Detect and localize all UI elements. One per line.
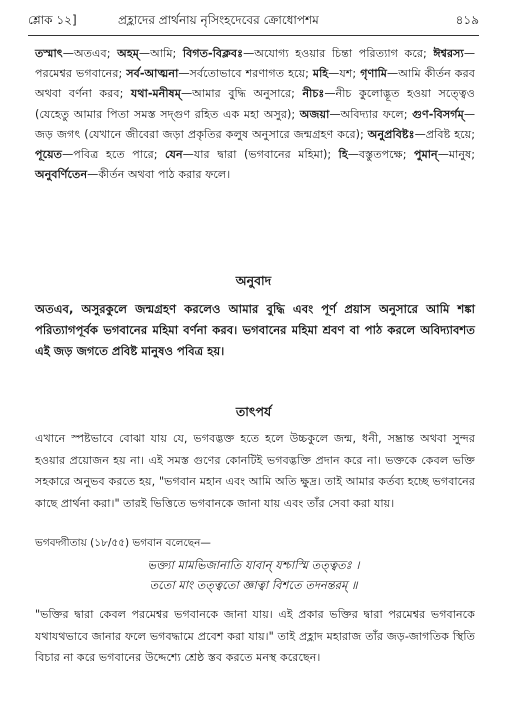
synonym-term: অহম্ [117, 47, 139, 60]
page-header [28, 10, 479, 30]
translation-text: অতএব, অসুরকুলে জন্মগ্রহণ করলেও আমার বুদ্ধি এবং পূর্ণ প্রয়াস অনুসারে আমি শঙ্কা পরিত্যাগপূর্বক ভগবানের মহিমা বর্ণনা করব। ভগবানের মহিমা শ্রবণ বা পাঠ করলে অবিদ্যাবশত এই জড় জগতে প্রবিষ্ট মানুষও পবিত্র হয়। [35, 302, 475, 358]
synonym-meaning: —অযোগ্য হওয়ার চিন্তা পরিত্যাগ করে; [243, 47, 434, 60]
header-rule [28, 35, 479, 36]
sanskrit-verse-line-1: ভক্ত্যা মামভিজানাতি যাবান্ যশ্চাস্মি তত্ত্বতঃ । [147, 558, 360, 572]
synonym-meaning: —পরমেশ্বর ভগবানের; [35, 47, 475, 81]
synonym-term: তস্মাৎ [35, 47, 63, 60]
synonym-term: অজয়া [299, 107, 330, 121]
verse-label: শ্লোক ১২] [28, 13, 77, 27]
synonym-term: মহি [312, 67, 329, 81]
synonym-meaning: —কীর্তন অথবা পাঠ করার ফলে। [87, 168, 231, 182]
synonym-meaning: —পবিত্র হতে পারে; [62, 148, 165, 162]
page-number: ৪১৯ [455, 13, 479, 27]
translation-heading: অনুবাদ [235, 273, 272, 288]
purport-paragraph-2: "ভক্তির দ্বারা কেবল পরমেশ্বর ভগবানকে জানা যায়। এই প্রকার ভক্তির দ্বারা পরমেশ্বর ভগবানকে যথাযথভাবে জানার ফলে ভগবদ্ধামে প্রবেশ করা যায়।" তাই প্রহ্লাদ মহারাজ তাঁর জড়-জাগতিক স্থিতি বিচার না করে ভগবানের উদ্দেশ্যে শ্রেষ্ঠ স্তব করতে মনস্থ করেছেন। [35, 608, 475, 664]
synonym-term: বিগত-বিক্লবঃ [182, 47, 244, 60]
synonym-meaning: —বস্তুতপক্ষে; [347, 148, 414, 162]
sanskrit-verse-line-2: ততো মাং তত্ত্বতো জ্ঞাত্বা বিশতে তদনন্তরম্ ॥ [149, 578, 358, 592]
synonym-meaning: —অবিদ্যার ফলে; [329, 107, 413, 121]
synonym-term: যথা-মনীষম্ [130, 87, 181, 101]
synonyms-paragraph [35, 44, 475, 185]
synonym-term: নীচঃ [302, 87, 325, 101]
purport-heading: তাৎপর্য [235, 404, 272, 419]
synonym-term: অনুপ্রবিষ্টঃ [367, 127, 415, 141]
running-title: প্রহ্লাদের প্রার্থনায় নৃসিংহদেবের ক্রোধোপশম [118, 13, 319, 27]
synonym-term: হি [338, 148, 348, 162]
synonym-term: পুমান্ [414, 148, 438, 162]
synonym-meaning: —প্রবিষ্ট হয়ে; [414, 127, 475, 141]
synonym-term: ঈশ্বরস্য [433, 47, 464, 60]
synonym-meaning: —সর্বতোভাবে শরণাগত হয়ে; [178, 67, 313, 81]
synonym-meaning: —আমার বুদ্ধি অনুসারে; [180, 87, 303, 101]
synonym-meaning: —অতএব; [62, 47, 118, 60]
synonym-meaning: —যার দ্বারা (ভগবানের মহিমা); [182, 148, 339, 162]
synonym-term: গুণ-বিসর্গম্ [412, 107, 464, 121]
purport-paragraph-1: এখানে স্পষ্টভাবে বোঝা যায় যে, ভগবদ্ভক্ত হতে হলে উচ্চকুলে জন্ম, ধনী, সম্ভ্রান্ত অথবা সুন্দর হওয়ার প্রয়োজন হয় না। এই সমস্ত গুণের কোনটিই ভগবদ্ভক্তি প্রদান করে না। ভক্তকে কেবল ভক্তি সহকারে অনুভব করতে হয়, "ভগবান মহান এবং আমি অতি ক্ষুদ্র। তাই আমার কর্তব্য হচ্ছে ভগবানের কাছে প্রার্থনা করা।" তারই ভিত্তিতে ভগবানকে জানা যায় এবং তাঁর সেবা করা যায়। [35, 432, 475, 510]
synonym-meaning: —নীচ কুলোদ্ভূত হওয়া সত্ত্বেও (যেহেতু আমার পিতা সমস্ত সদ্গুণ রহিত এক মহা অসুর); [35, 87, 475, 121]
synonym-meaning: —আমি; [138, 47, 183, 60]
synonym-term: পূয়েত [35, 148, 63, 162]
synonym-term: গৃণামি [360, 67, 387, 81]
synonym-term: যেন [165, 148, 183, 162]
synonym-meaning: —যশ; [328, 67, 361, 81]
verse-reference: ভগবদ্গীতায় (১৮/৫৫) ভগবান বলেছেন— [35, 537, 211, 549]
synonym-term: সর্ব-আত্মনা [126, 67, 179, 81]
synonym-meaning: —মানুষ; [437, 148, 475, 162]
synonym-term: অনুবর্ণিতেন [35, 168, 88, 182]
synonym-meaning: —জড় জগৎ (যেখানে জীবেরা জড়া প্রকৃতির কলুষ অনুসারে জন্মগ্রহণ করে); [35, 107, 475, 141]
synonym-meaning: —আমি কীর্তন করব অথবা বর্ণনা করব; [35, 67, 476, 101]
